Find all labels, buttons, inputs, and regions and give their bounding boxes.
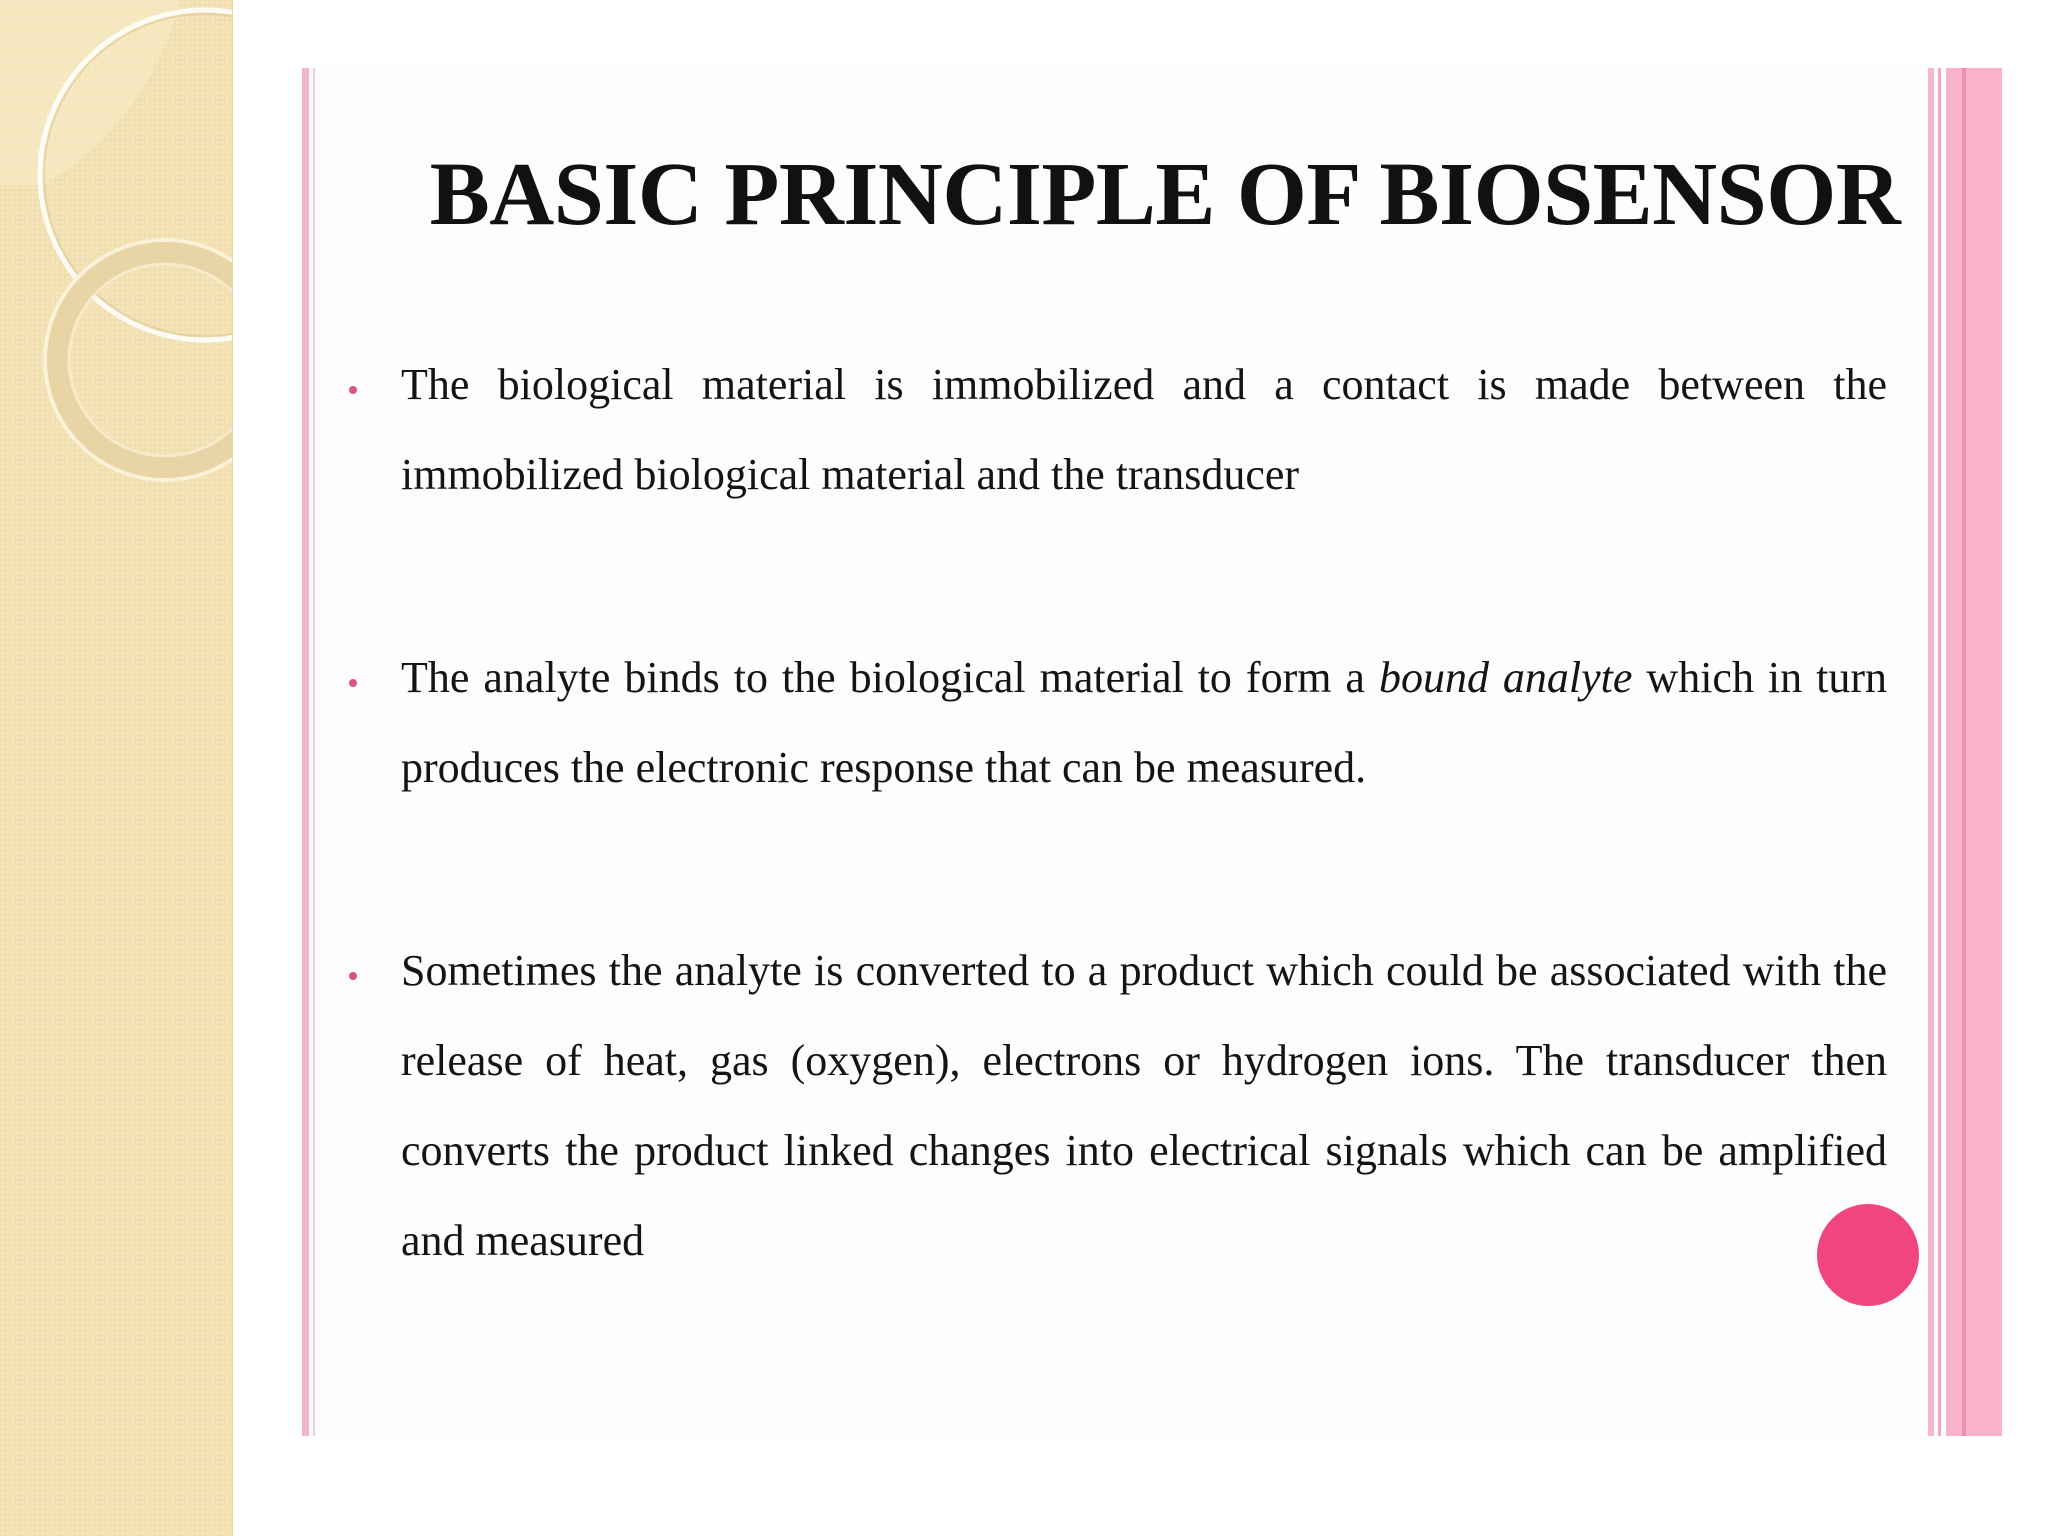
thick-ring	[57, 252, 232, 468]
bullet-text-2	[401, 633, 1887, 813]
bullet-text-1: The biological material is immobilized and a contact is made between the immobilized biological material and the transducer	[401, 360, 1887, 499]
pale-wedge	[0, 0, 180, 185]
slide-title: BASIC PRINCIPLE OF BIOSENSOR	[429, 145, 1901, 244]
bullet-text-2-emphasis: bound analyte	[1378, 653, 1633, 702]
bullet-text-3: Sometimes the analyte is converted to a product which could be associated with the release of heat, gas (oxygen), electrons or hydrogen ions. The transducer then converts the product linked changes into electrical signals which can be amplified and measured	[401, 946, 1887, 1265]
decorative-rings	[0, 0, 232, 520]
right-border-rule-thin	[1938, 68, 1941, 1436]
left-border-rule-thin	[313, 68, 315, 1436]
bullet-marker-2	[349, 679, 357, 687]
right-pink-band	[1946, 68, 2002, 1436]
right-pink-band-stripe	[1962, 68, 1966, 1436]
right-border-rule	[1928, 68, 1934, 1436]
bullet-marker-1	[349, 386, 357, 394]
bullet-text-2-end: which in turn produces the electronic response that can be measured.	[401, 653, 1888, 792]
decorative-pink-circle	[1817, 1204, 1919, 1306]
left-border-rule	[302, 68, 309, 1436]
bullet-text-2-start: The analyte binds to the biological material to form a	[401, 653, 1379, 702]
bullet-marker-3	[349, 972, 357, 980]
